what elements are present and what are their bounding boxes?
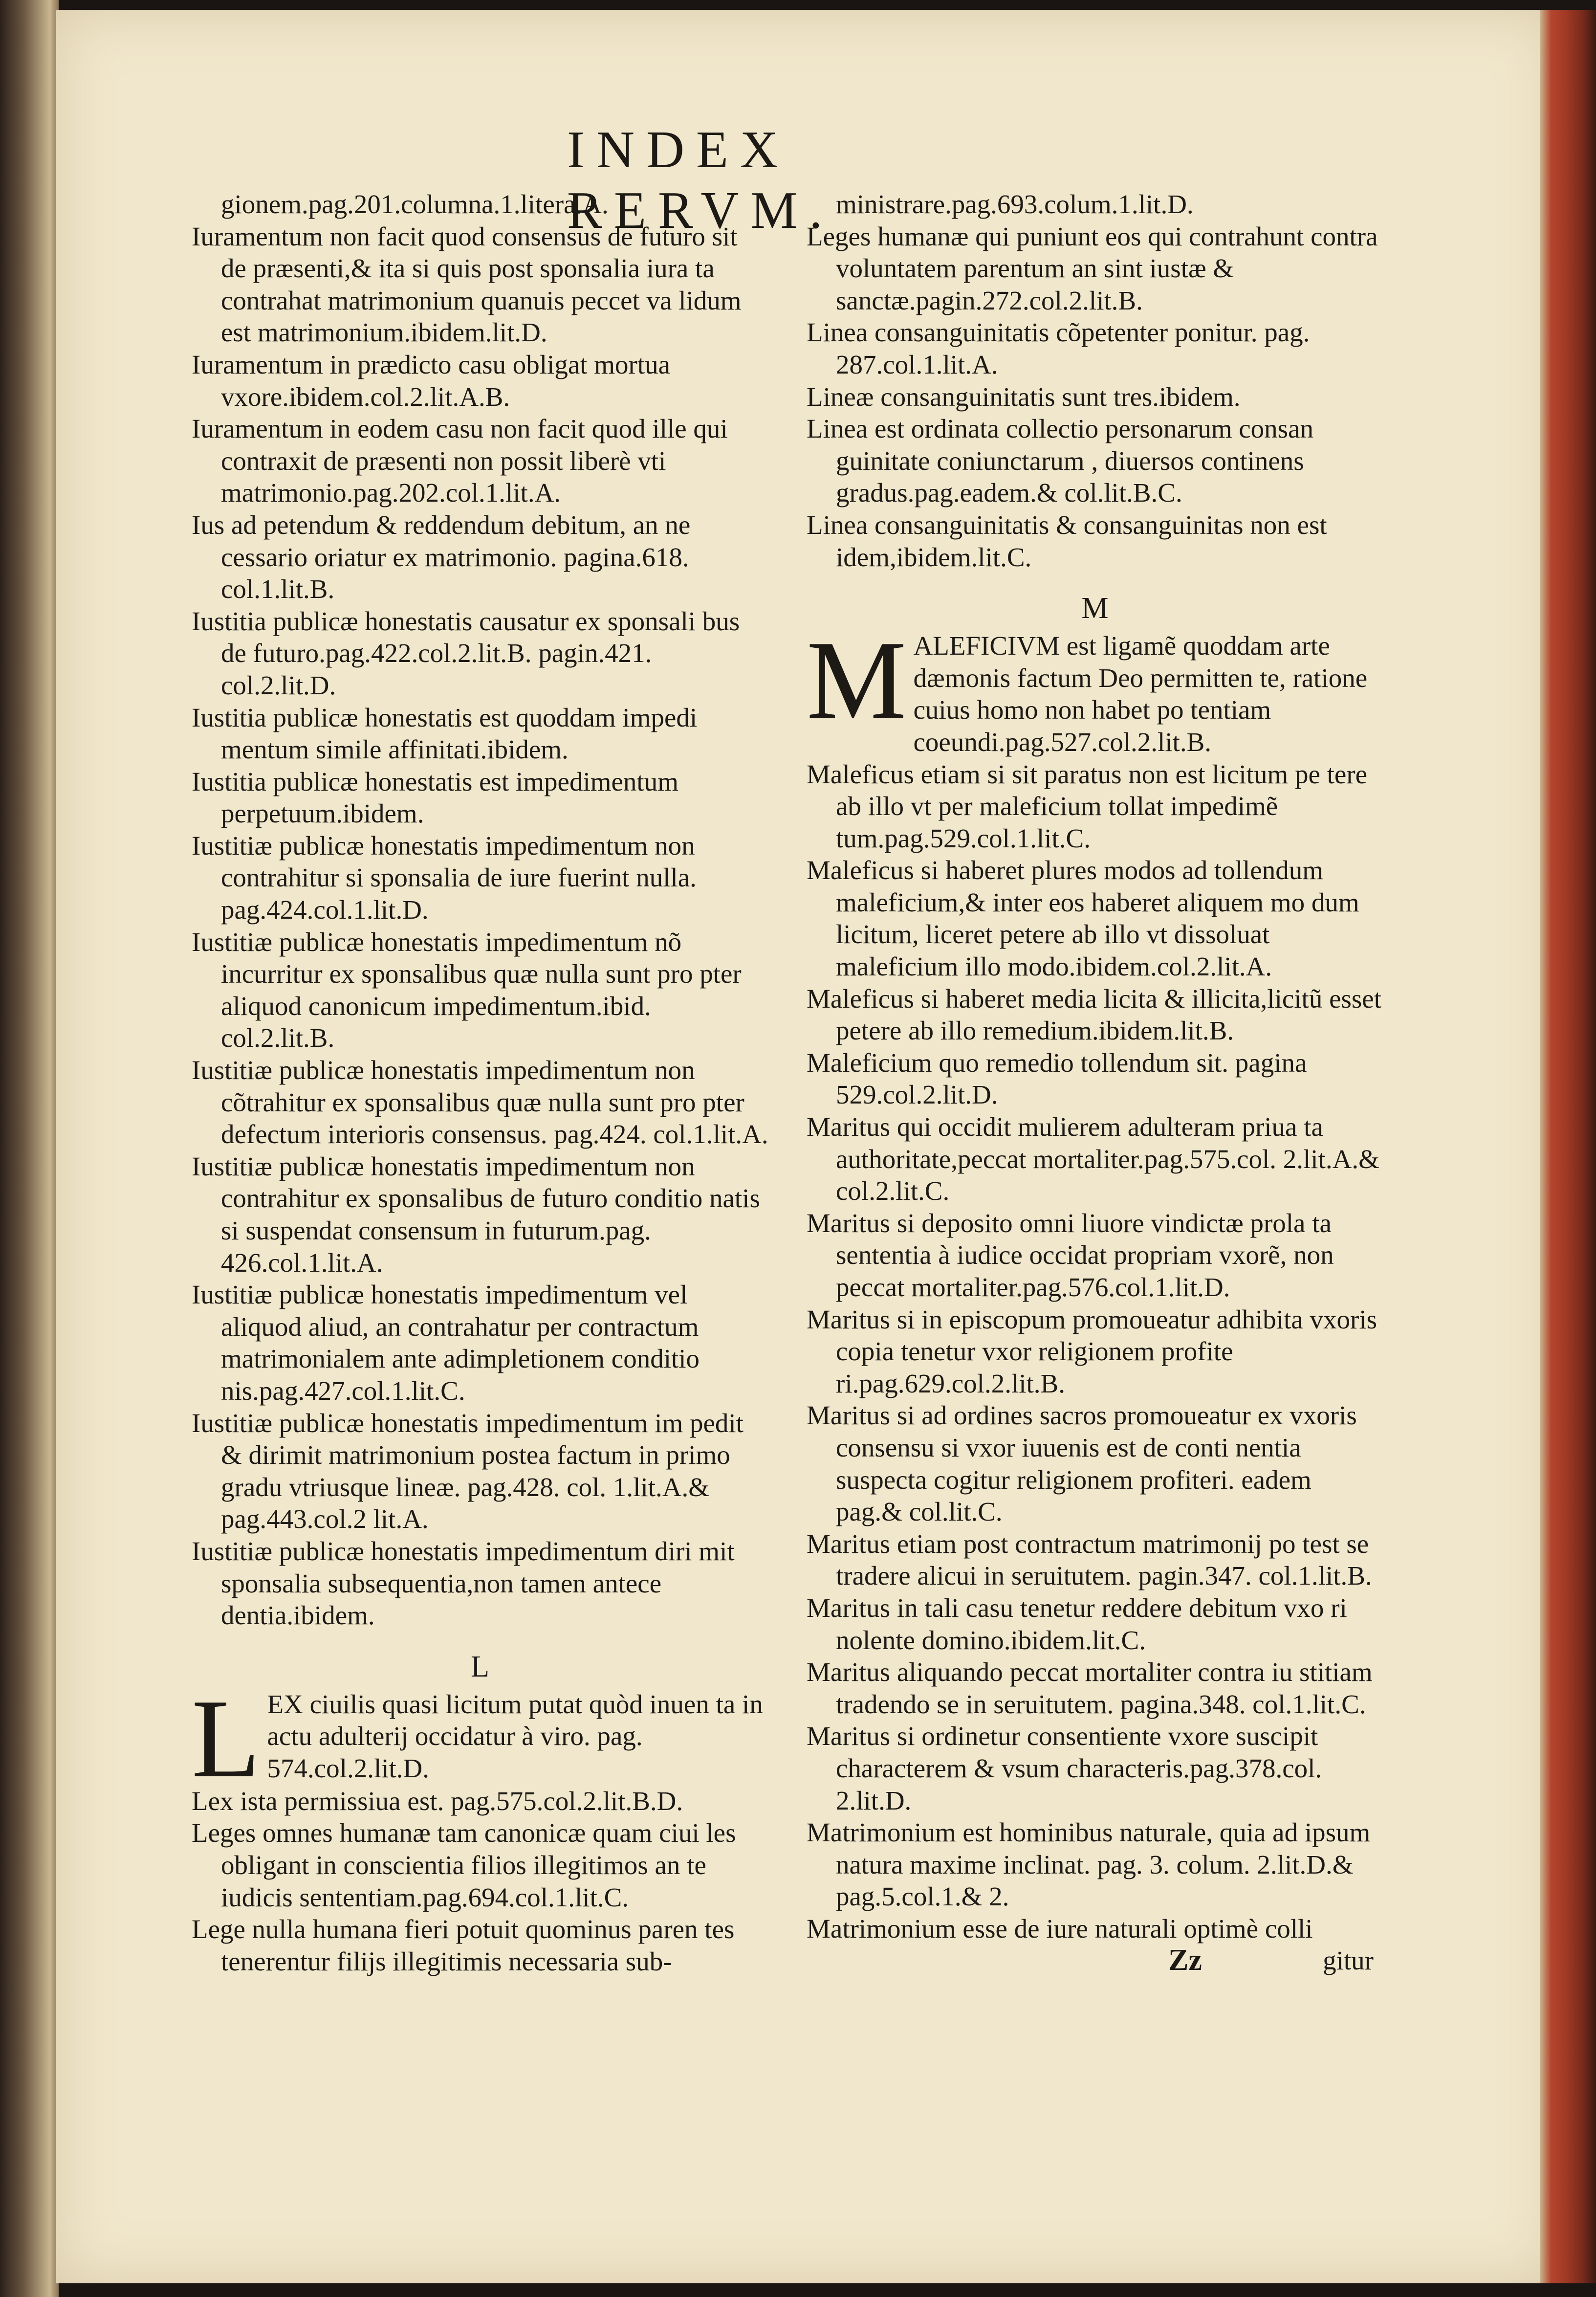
left-column bbox=[192, 188, 768, 1977]
index-entry: Iuramentum in prædicto casu obligat mortua vxore.ibidem.col.2.lit.A.B. bbox=[192, 349, 671, 412]
index-entry: Iustitiæ publicæ honestatis impedimentum nõ incurritur ex sponsalibus quæ nulla sunt pro pter aliquod canonicum impedimentum.ibid. col.2.lit.B. bbox=[192, 927, 742, 1053]
footer-line bbox=[807, 1944, 1383, 1979]
index-entry: Iustitiæ publicæ honestatis impedimentum non contrahitur ex sponsalibus de futuro conditio natis si suspendat consensum in futurum.pag. 426.col.1.lit.A. bbox=[192, 1151, 760, 1278]
index-entry: Iustitia publicæ honestatis est quoddam impedi mentum simile affinitati.ibidem. bbox=[192, 702, 698, 765]
index-entry: Maleficus etiam si sit paratus non est licitum pe tere ab illo vt per maleficium tollat impedimẽ tum.pag.529.col.1.lit.C. bbox=[807, 759, 1368, 853]
index-entry: Lex ista permissiua est. pag.575.col.2.lit.B.D. bbox=[192, 1786, 683, 1816]
index-entry: Matrimonium est hominibus naturale, quia ad ipsum natura maxime inclinat. pag. 3. colum. 2.lit.D.& pag.5.col.1.& 2. bbox=[807, 1817, 1371, 1912]
section-heading-m: M bbox=[1081, 592, 1109, 625]
right-entries-m bbox=[807, 758, 1383, 1945]
page-header: INDEX RERVM. bbox=[567, 121, 834, 240]
index-entry: Matrimonium esse de iure naturali optimè colli bbox=[807, 1913, 1313, 1944]
section-heading-l: L bbox=[471, 1650, 489, 1683]
index-entry: Maleficus si haberet plures modos ad tollendum maleficium,& inter eos haberet aliquem mo dum licitum, liceret petere ab illo vt dissoluat maleficium illo modo.ibidem.col.2.lit.A. bbox=[807, 855, 1359, 982]
index-entry: Maleficium quo remedio tollendum sit. pagina 529.col.2.lit.D. bbox=[807, 1047, 1307, 1110]
index-entry: Iustitiæ publicæ honestatis impedimentum vel aliquod aliud, an contrahatur per contractum matrimonialem ante adimpletionem conditio nis.pag.427.col.1.lit.C. bbox=[192, 1280, 700, 1406]
catchword: gitur bbox=[1323, 1945, 1374, 1976]
index-entry: Iustitiæ publicæ honestatis impedimentum non cõtrahitur ex sponsalibus quæ nulla sunt pro pter defectum interioris consensus. pag.424. col.1.lit.A. bbox=[192, 1055, 768, 1149]
index-entry: Leges humanæ qui puniunt eos qui contrahunt contra voluntatem parentum an sint iustæ & sanctæ.pagin.272.col.2.lit.B. bbox=[807, 221, 1378, 315]
index-entry: Iustitiæ publicæ honestatis impedimentum im pedit & dirimit matrimonium postea factum in primo gradu vtriusque lineæ. pag.428. col. 1.lit.A.& pag.443.col.2 lit.A. bbox=[192, 1408, 743, 1534]
dropcap-entry-text: ALEFICIVM est ligamẽ quoddam arte dæmonis factum Deo permitten te, ratione cuius homo non habet po tentiam coeundi.pag.527.col.2.lit.B. bbox=[913, 631, 1368, 757]
dropcap-entry-text: EX ciuilis quasi licitum putat quòd inuen ta in actu adulterij occidatur à viro. pag. 574.col.2.lit.D. bbox=[267, 1689, 763, 1783]
index-entry: Lege nulla humana fieri potuit quominus paren tes tenerentur filijs illegitimis necessaria sub- bbox=[192, 1914, 735, 1976]
index-entry: Maritus in tali casu tenetur reddere debitum vxo ri nolente domino.ibidem.lit.C. bbox=[807, 1592, 1347, 1655]
index-entry: Leges omnes humanæ tam canonicæ quam ciui les obligant in conscientia filios illegitimos an te iudicis sententiam.pag.694.col.1.lit.C. bbox=[192, 1818, 736, 1912]
index-entry: Linea consanguinitatis & consanguinitas non est idem,ibidem.lit.C. bbox=[807, 509, 1327, 572]
index-entry: Maritus aliquando peccat mortaliter contra iu stitiam tradendo se in seruitutem. pagina.348. col.1.lit.C. bbox=[807, 1657, 1373, 1719]
index-entry: Ius ad petendum & reddendum debitum, an ne cessario oriatur ex matrimonio. pagina.618. col.1.lit.B. bbox=[192, 509, 691, 604]
facing-page-edge bbox=[0, 0, 59, 2297]
section-m-opening-entry bbox=[807, 618, 1383, 758]
index-entry: Maritus si ordinetur consentiente vxore suscipit characterem & vsum characteris.pag.378.col. 2.lit.D. bbox=[807, 1721, 1322, 1815]
right-entries-l bbox=[807, 188, 1383, 573]
index-entry: Iustitiæ publicæ honestatis impedimentum non contrahitur si sponsalia de iure fuerint nulla. pag.424.col.1.lit.D. bbox=[192, 830, 697, 925]
index-entry: Maritus qui occidit mulierem adulteram priua ta authoritate,peccat mortaliter.pag.575.col. 2.lit.A.& col.2.lit.C. bbox=[807, 1112, 1379, 1206]
dropcap-l: L bbox=[192, 1676, 261, 1801]
index-entry: Maritus si in episcopum promoueatur adhibita vxoris copia tenetur vxor religionem profite ri.pag.629.col.2.lit.B. bbox=[807, 1304, 1377, 1398]
index-entry: Maritus si ad ordines sacros promoueatur ex vxoris consensu si vxor iuuenis est de conti nentia suspecta cogitur religionem profiteri. eadem pag.& col.lit.C. bbox=[807, 1400, 1357, 1527]
index-entry: ministrare.pag.693.colum.1.lit.D. bbox=[836, 189, 1194, 219]
right-column bbox=[807, 188, 1383, 1979]
left-entries-l bbox=[192, 1785, 768, 1978]
index-entry: Iustitia publicæ honestatis causatur ex sponsali bus de futuro.pag.422.col.2.lit.B. pagin.421. col.2.lit.D. bbox=[192, 606, 740, 700]
index-entry: Lineæ consanguinitatis sunt tres.ibidem. bbox=[807, 381, 1241, 412]
index-entry: Linea est ordinata collectio personarum consan guinitate coniunctarum , diuersos continens gradus.pag.eadem.& col.lit.B.C. bbox=[807, 414, 1313, 508]
index-entry: Maritus etiam post contractum matrimonij po test se tradere alicui in seruitutem. pagin.347. col.1.lit.B. bbox=[807, 1528, 1372, 1591]
index-entry: Maritus si deposito omni liuore vindictæ prola ta sententia à iudice occidat propriam vxorẽ, non peccat mortaliter.pag.576.col.1.lit.D. bbox=[807, 1208, 1334, 1302]
left-entries-i bbox=[192, 188, 768, 1632]
index-entry: Iustitiæ publicæ honestatis impedimentum diri mit sponsalia subsequentia,non tamen antece dentia.ibidem. bbox=[192, 1536, 735, 1631]
index-entry: Iuramentum non facit quod consensus de futuro sit de præsenti,& ita si quis post sponsalia iura ta contrahat matrimonium quanuis peccet va lidum est matrimonium.ibidem.lit.D. bbox=[192, 221, 742, 348]
signature-mark: Zz bbox=[1168, 1944, 1202, 1977]
index-entry: Iuramentum in eodem casu non facit quod ille qui contraxit de præsenti non possit liberè vti matrimonio.pag.202.col.1.lit.A. bbox=[192, 414, 728, 508]
dropcap-m: M bbox=[807, 618, 907, 743]
index-entry: gionem.pag.201.columna.1.litera.A. bbox=[221, 189, 609, 219]
index-entry: Linea consanguinitatis cõpetenter ponitur. pag. 287.col.1.lit.A. bbox=[807, 317, 1310, 379]
red-page-edge bbox=[1540, 10, 1596, 2283]
index-entry: Iustitia publicæ honestatis est impedimentum perpetuum.ibidem. bbox=[192, 766, 678, 829]
index-entry: Maleficus si haberet media licita & illicita,licitũ esset petere ab illo remedium.ibidem.lit.B. bbox=[807, 983, 1382, 1046]
